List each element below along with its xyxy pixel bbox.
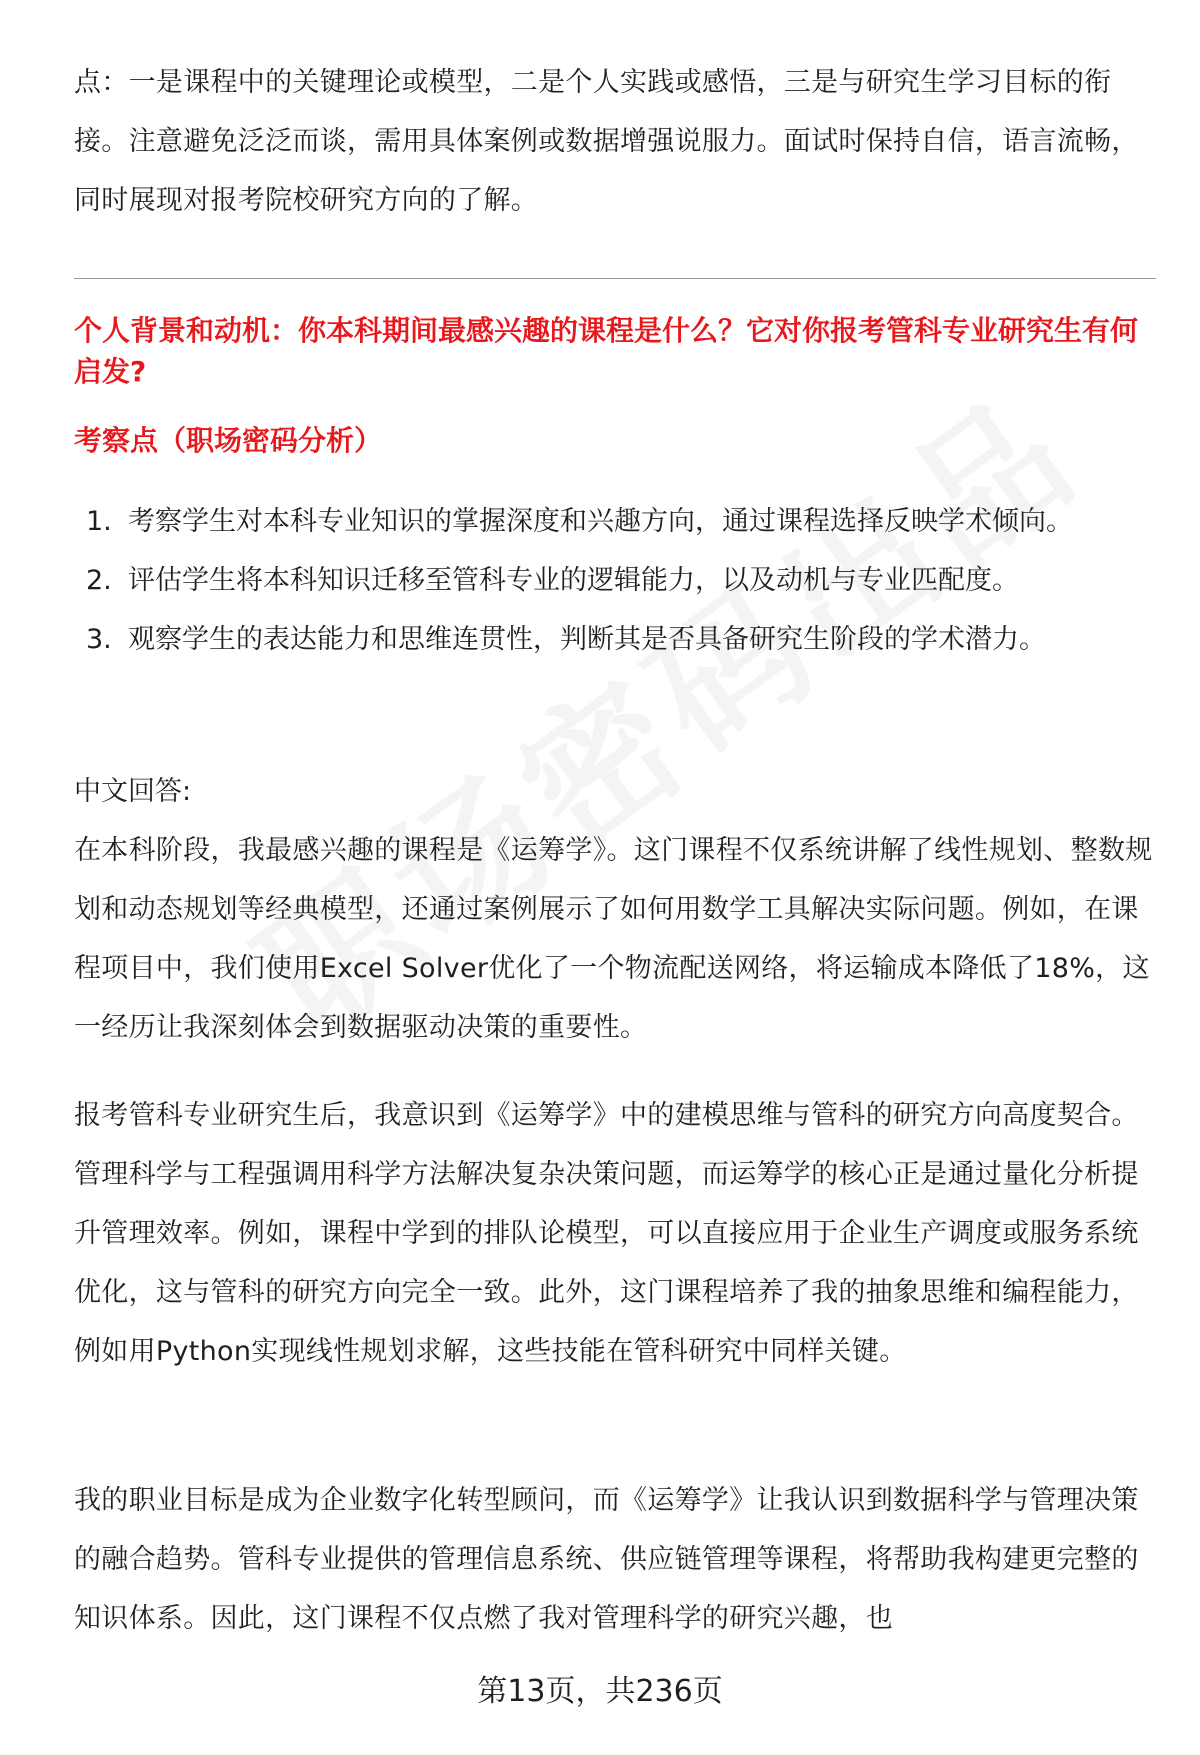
- answer-paragraph: 在本科阶段，我最感兴趣的课程是《运筹学》。这门课程不仅系统讲解了线性规划、整数规划和动态规划等经典模型，还通过案例展示了如何用数学工具解决实际问题。例如，在课程项目中，我们使用Excel Solver优化了一个物流配送网络，将运输成本降低了18%，这一经历让我深刻体会到数据驱动决策的重要性。: [74, 835, 1153, 1043]
- list-number: 1.: [86, 506, 112, 537]
- question-heading: 个人背景和动机：你本科期间最感兴趣的课程是什么？它对你报考管科专业研究生有何启发?: [74, 314, 1139, 388]
- list-item: [74, 492, 1156, 551]
- list-item: [74, 551, 1156, 610]
- answer-paragraph: 报考管科专业研究生后，我意识到《运筹学》中的建模思维与管科的研究方向高度契合。管理科学与工程强调用科学方法解决复杂决策问题，而运筹学的核心正是通过量化分析提升管理效率。例如，课程中学到的排队论模型，可以直接应用于企业生产调度或服务系统优化，这与管科的研究方向完全一致。此外，这门课程培养了我的抽象思维和编程能力，例如用Python实现线性规划求解，这些技能在管科研究中同样关键。: [74, 1100, 1139, 1367]
- list-number: 3.: [86, 624, 112, 655]
- analysis-points: [74, 492, 1156, 669]
- intro-paragraph: 点：一是课程中的关键理论或模型，二是个人实践或感悟，三是与研究生学习目标的衔接。注意避免泛泛而谈，需用具体案例或数据增强说服力。面试时保持自信，语言流畅，同时展现对报考院校研究方向的了解。: [74, 67, 1139, 216]
- page-number: 第13页，共236页: [477, 1674, 723, 1709]
- list-text: 评估学生将本科知识迁移至管科专业的逻辑能力，以及动机与专业匹配度。: [128, 565, 1019, 596]
- divider: [74, 278, 1156, 279]
- answer-paragraph: 我的职业目标是成为企业数字化转型顾问，而《运筹学》让我认识到数据科学与管理决策的融合趋势。管科专业提供的管理信息系统、供应链管理等课程，将帮助我构建更完整的知识体系。因此，这门课程不仅点燃了我对管理科学的研究兴趣，也: [74, 1485, 1139, 1634]
- analysis-subheading: 考察点（职场密码分析）: [74, 424, 383, 457]
- list-number: 2.: [86, 565, 112, 596]
- list-item: [74, 610, 1156, 669]
- document-page: [74, 0, 1156, 1755]
- list-text: 观察学生的表达能力和思维连贯性，判断其是否具备研究生阶段的学术潜力。: [128, 624, 1046, 655]
- list-text: 考察学生对本科专业知识的掌握深度和兴趣方向，通过课程选择反映学术倾向。: [128, 506, 1073, 537]
- answer-label: 中文回答:: [74, 776, 192, 807]
